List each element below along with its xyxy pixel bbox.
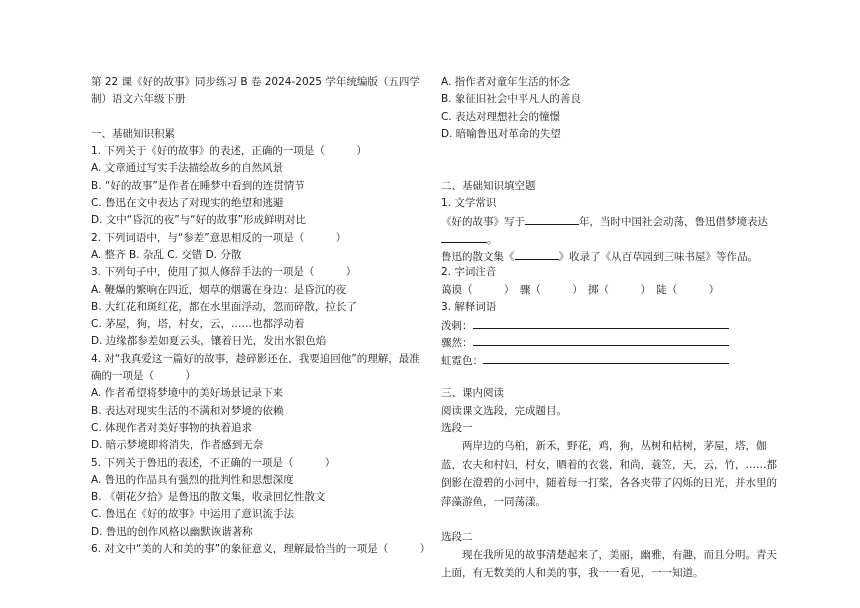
question-3-option-b: B. 大红花和斑红花，都在水里面浮动，忽而碎散，拉长了 [91,300,357,313]
passage-2-label: 选段二 [441,530,473,543]
question-1-option-d: D. 文中“昏沉的夜”与“好的故事”形成鲜明对比 [91,214,307,227]
question-3-stem: 3. 下列句子中，使用了拟人修辞手法的一项是（ ） [91,266,357,279]
question-5-option-d: D. 鲁迅的创作风格以幽默诙谐著称 [91,525,253,538]
blank-theme[interactable] [441,230,487,243]
question-6-stem: 6. 对文中“美的人和美的事”的象征意义，理解最恰当的一项是（ ） [91,543,431,556]
fill-literature-line-2: 。 [441,230,781,247]
question-5-option-c: C. 鲁迅在《好的故事》中运用了意识流手法 [91,508,295,521]
blank-year[interactable] [525,212,579,225]
passage-1-text: 两岸边的乌桕，新禾，野花，鸡，狗，丛树和枯树，茅屋，塔，伽蓝，农夫和村妇，村女，晒着的衣裳，和尚，蓑笠，天，云，竹，……都倒影在澄碧的小河中，随着每一打桨，各各夹带了闪烁的日光，并水里的萍藻游鱼，一同荡漾。 [441,440,777,508]
question-1-stem: 1. 下列关于《好的故事》的表述，正确的一项是（ ） [91,145,367,158]
question-6-option-c: C. 表达对理想社会的憧憬 [441,110,561,123]
worksheet-title: 第 22 课《好的故事》同步练习 B 卷 2024-2025 学年统编版（五四学制）语文六年级下册 [91,76,420,106]
define-word-2: 骤然： [441,333,781,350]
section-heading-2: 二、基础知识填空题 [441,179,536,192]
pinyin-items: 蔼谟（ ） 骤（ ） 掷（ ） 陡（ ） [441,283,720,296]
left-column [91,74,431,558]
question-4-stem: 4. 对“我真爱这一篇好的故事，趁碎影还在，我要追回他”的理解，最准 [91,352,420,365]
fill-literature-line-3: 鲁迅的散文集《 》收录了《从百草园到三味书屋》等作品。 [441,247,781,264]
question-6-option-b: B. 象征旧社会中平凡人的善良 [441,93,581,106]
passage-2-text: 现在我所见的故事清楚起来了，美丽，幽雅，有趣，而且分明。青天上面，有无数美的人和美的事，我一一看见，一一知道。 [441,548,777,580]
question-3-option-a: A. 鞭爆的繁响在四近，烟草的烟霭在身边：是昏沉的夜 [91,283,347,296]
question-1-option-c: C. 鲁迅在文中表达了对现实的绝望和逃避 [91,197,284,210]
question-4-option-b: B. 表达对现实生活的不满和对梦境的依赖 [91,404,284,417]
question-2-options: A. 整齐 B. 杂乱 C. 交错 D. 分散 [91,248,242,261]
question-3-option-d: D. 边缘都参差如夏云头，镶着日光，发出水银色焰 [91,335,327,348]
section-heading-3: 三、课内阅读 [441,387,504,400]
question-1-option-a: A. 文章通过写实手法描绘故乡的自然风景 [91,162,284,175]
blank-collection[interactable] [515,247,559,260]
question-2-stem: 2. 下列词语中，与“参差”意思相反的一项是（ ） [91,231,347,244]
define-word-3: 虹霓色： [441,351,781,368]
question-5-stem: 5. 下列关于鲁迅的表述，不正确的一项是（ ） [91,456,336,469]
passage-1-label: 选段一 [441,421,473,434]
fill-literature-line-1: 《好的故事》写于 年，当时中国社会动荡，鲁迅借梦境表达 [441,212,781,229]
question-3-option-c: C. 茅屋，狗，塔，村女，云，……也都浮动着 [91,318,305,331]
reading-instruction: 阅读课文选段，完成题目。 [441,404,567,417]
question-4-option-c: C. 体现作者对美好事物的执着追求 [91,421,253,434]
question-1-option-b: B. “好的故事”是作者在睡梦中看到的连贯情节 [91,179,305,192]
blank-define-3[interactable] [483,351,729,364]
question-4-stem-continued: 确的一项是（ ） [91,370,196,383]
fill-part-3-heading: 3. 解释词语 [441,300,497,313]
question-4-option-d: D. 暗示梦境即将消失，作者感到无奈 [91,439,264,452]
fill-part-2-heading: 2. 字词注音 [441,266,497,279]
right-column [441,74,781,583]
question-6-option-d: D. 暗喻鲁迅对革命的失望 [441,127,561,140]
question-4-option-a: A. 作者希望将梦境中的美好场景记录下来 [91,387,284,400]
section-heading-1: 一、基础知识积累 [91,127,175,140]
question-5-option-b: B. 《朝花夕拾》是鲁迅的散文集，收录回忆性散文 [91,491,326,504]
blank-define-1[interactable] [473,316,729,329]
define-word-1: 泼剌： [441,316,781,333]
blank-define-2[interactable] [473,333,729,346]
fill-part-1-heading: 1. 文学常识 [441,197,497,210]
question-5-option-a: A. 鲁迅的作品具有强烈的批判性和思想深度 [91,473,294,486]
question-6-option-a: A. 指作者对童年生活的怀念 [441,76,571,88]
